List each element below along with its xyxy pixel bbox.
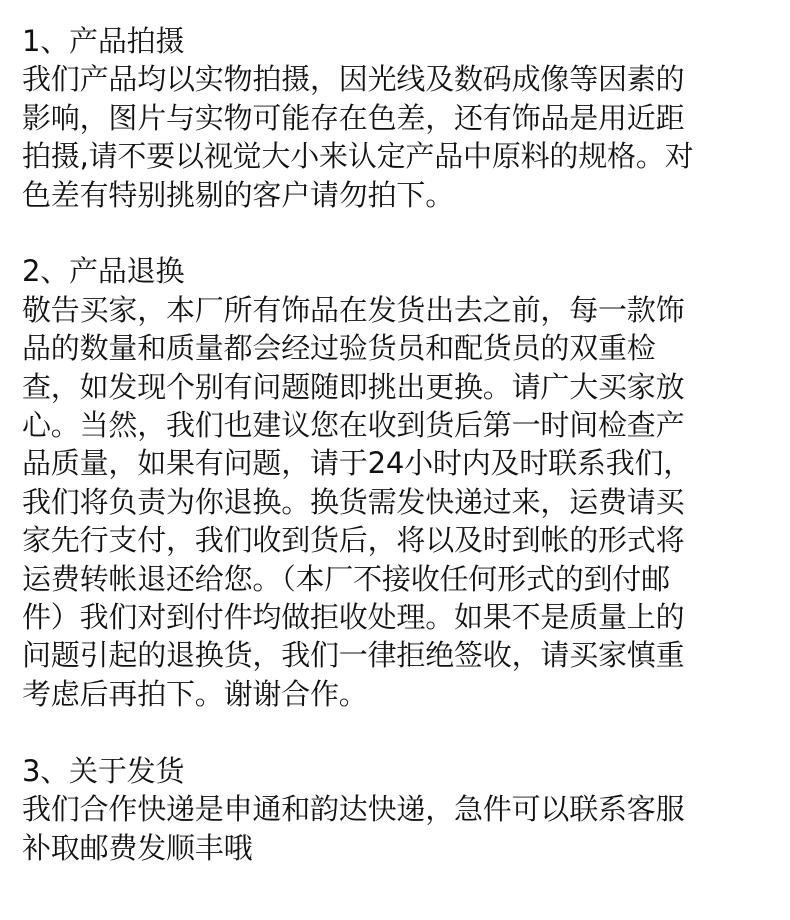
notice-document <box>22 22 768 867</box>
section-product-photography <box>22 22 768 214</box>
section-body: 敬告买家，本厂所有饰品在发货出去之前，每一款饰 品的数量和质量都会经过验货员和配货员的双重检 查，如发现个别有问题随即挑出更换。请广大买家放 心。当然，我们也建议您在收到货后第一时间检查产 品质量，如果有问题，请于24小时内及时联系我们， 我们将负责为你退换。换货需发快递过来，运费请买 家先行支付，我们收到货后，将以及时到帐的形式将 运费转帐退还给您。（本厂不接收任何形式的到付邮 件）我们对到付件均做拒收处理。如果不是质量上的 问题引起的退换货，我们一律拒绝签收，请买家慎重 考虑后再拍下。谢谢合作。 <box>22 292 693 711</box>
section-title: 2、产品退换 <box>22 254 185 289</box>
section-shipping <box>22 752 768 867</box>
section-title: 3、关于发货 <box>22 753 185 788</box>
section-returns-exchanges <box>22 252 768 713</box>
section-body: 我们产品均以实物拍摄，因光线及数码成像等因素的 影响，图片与实物可能存在色差，还有饰品是用近距 拍摄,请不要以视觉大小来认定产品中原料的规格。对 色差有特别挑剔的客户请勿拍下。 <box>22 62 694 212</box>
section-title: 1、产品拍摄 <box>22 24 185 58</box>
section-body: 我们合作快递是申通和韵达快递，急件可以联系客服 补取邮费发顺丰哦 <box>22 792 685 865</box>
